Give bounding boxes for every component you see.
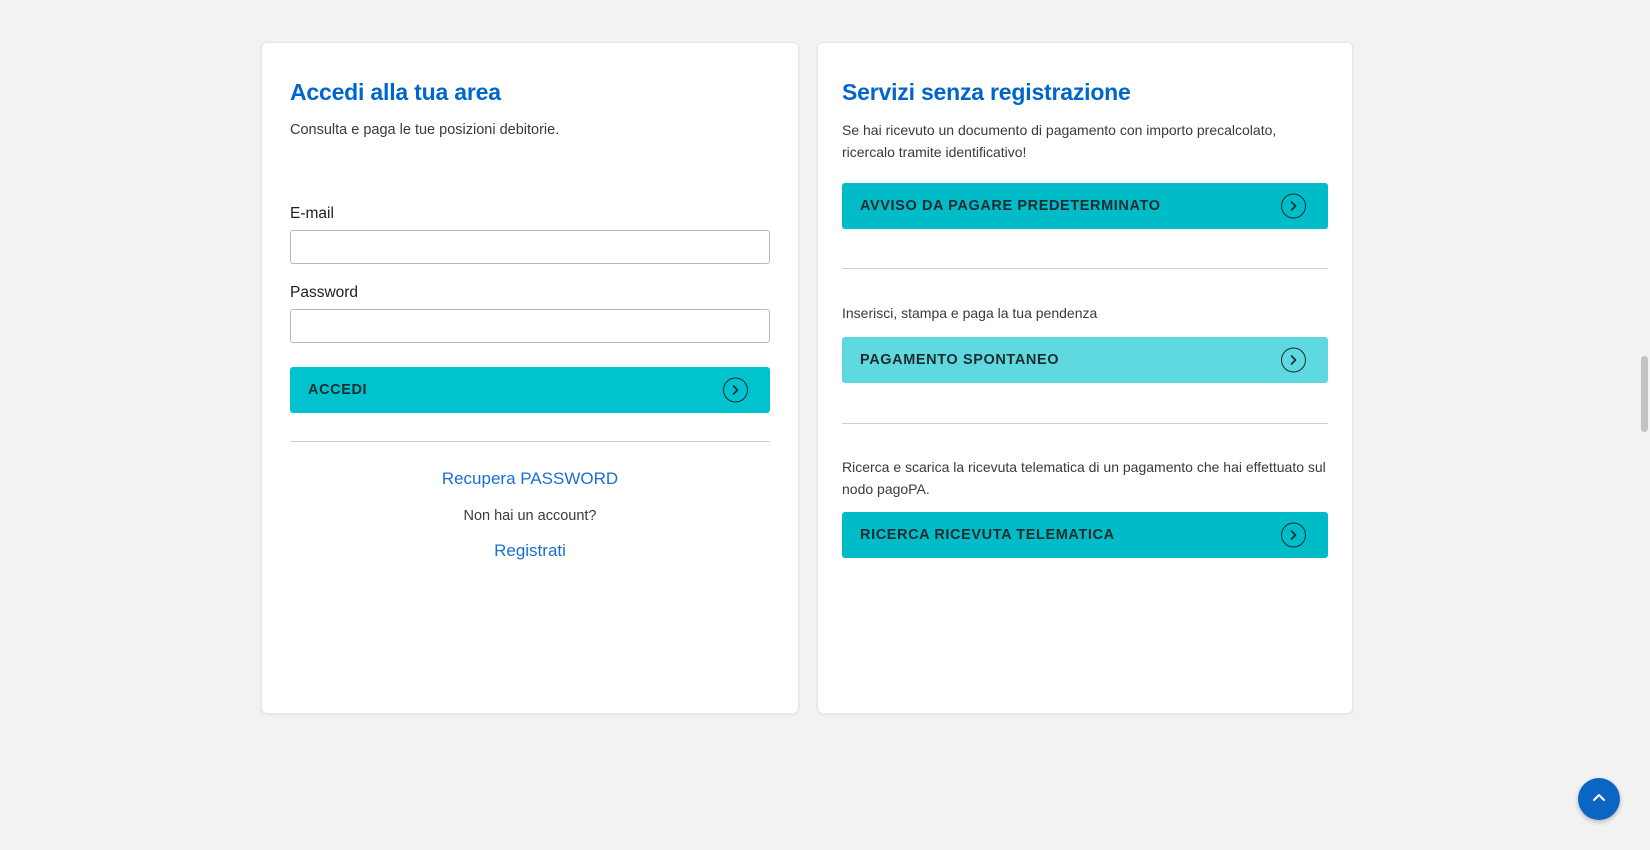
email-field[interactable] — [290, 230, 770, 264]
email-field-group — [290, 205, 770, 264]
login-button[interactable] — [290, 367, 770, 413]
login-button-label: ACCEDI — [308, 382, 368, 399]
avviso-predeterminato-button[interactable] — [842, 183, 1328, 229]
page-title: Accedi alla tua area — [290, 79, 501, 105]
divider — [842, 423, 1328, 424]
services-intro-text: Se hai ricevuto un documento di pagamento con importo precalcolato, ricercalo tramite identificativo! — [842, 122, 1277, 160]
password-label: Password — [290, 284, 359, 302]
chevron-up-icon — [1590, 789, 1608, 810]
ricerca-ricevuta-label: RICERCA RICEVUTA TELEMATICA — [860, 527, 1115, 544]
email-label: E-mail — [290, 205, 334, 223]
avviso-predeterminato-label: AVVISO DA PAGARE PREDETERMINATO — [860, 198, 1161, 215]
divider — [842, 268, 1328, 269]
ricevuta-telematica-text: Ricerca e scarica la ricevuta telematica di un pagamento che hai effettuato sul nodo pagoPA. — [842, 459, 1326, 497]
chevron-right-icon — [723, 378, 748, 403]
recover-password-row — [290, 469, 770, 489]
services-card — [817, 42, 1353, 714]
services-title: Servizi senza registrazione — [842, 79, 1131, 105]
no-account-text: Non hai un account? — [463, 508, 597, 525]
divider — [290, 441, 770, 442]
register-link[interactable]: Registrati — [494, 541, 566, 561]
pagamento-spontaneo-button[interactable] — [842, 337, 1328, 383]
chevron-right-icon — [1281, 523, 1306, 548]
password-field[interactable] — [290, 309, 770, 343]
chevron-right-icon — [1281, 194, 1306, 219]
pagamento-spontaneo-text: Inserisci, stampa e paga la tua pendenza — [842, 305, 1098, 322]
chevron-right-icon — [1281, 348, 1306, 373]
login-subtitle: Consulta e paga le tue posizioni debitorie. — [290, 122, 560, 138]
page-scrollbar[interactable] — [1641, 356, 1648, 432]
login-card — [261, 42, 799, 714]
password-field-group — [290, 284, 770, 343]
pagamento-spontaneo-label: PAGAMENTO SPONTANEO — [860, 352, 1060, 369]
cards-container — [261, 42, 1353, 714]
scroll-to-top-button[interactable] — [1578, 778, 1620, 820]
recover-password-link[interactable]: Recupera PASSWORD — [441, 469, 619, 489]
register-row — [290, 541, 770, 561]
ricerca-ricevuta-button[interactable] — [842, 512, 1328, 558]
